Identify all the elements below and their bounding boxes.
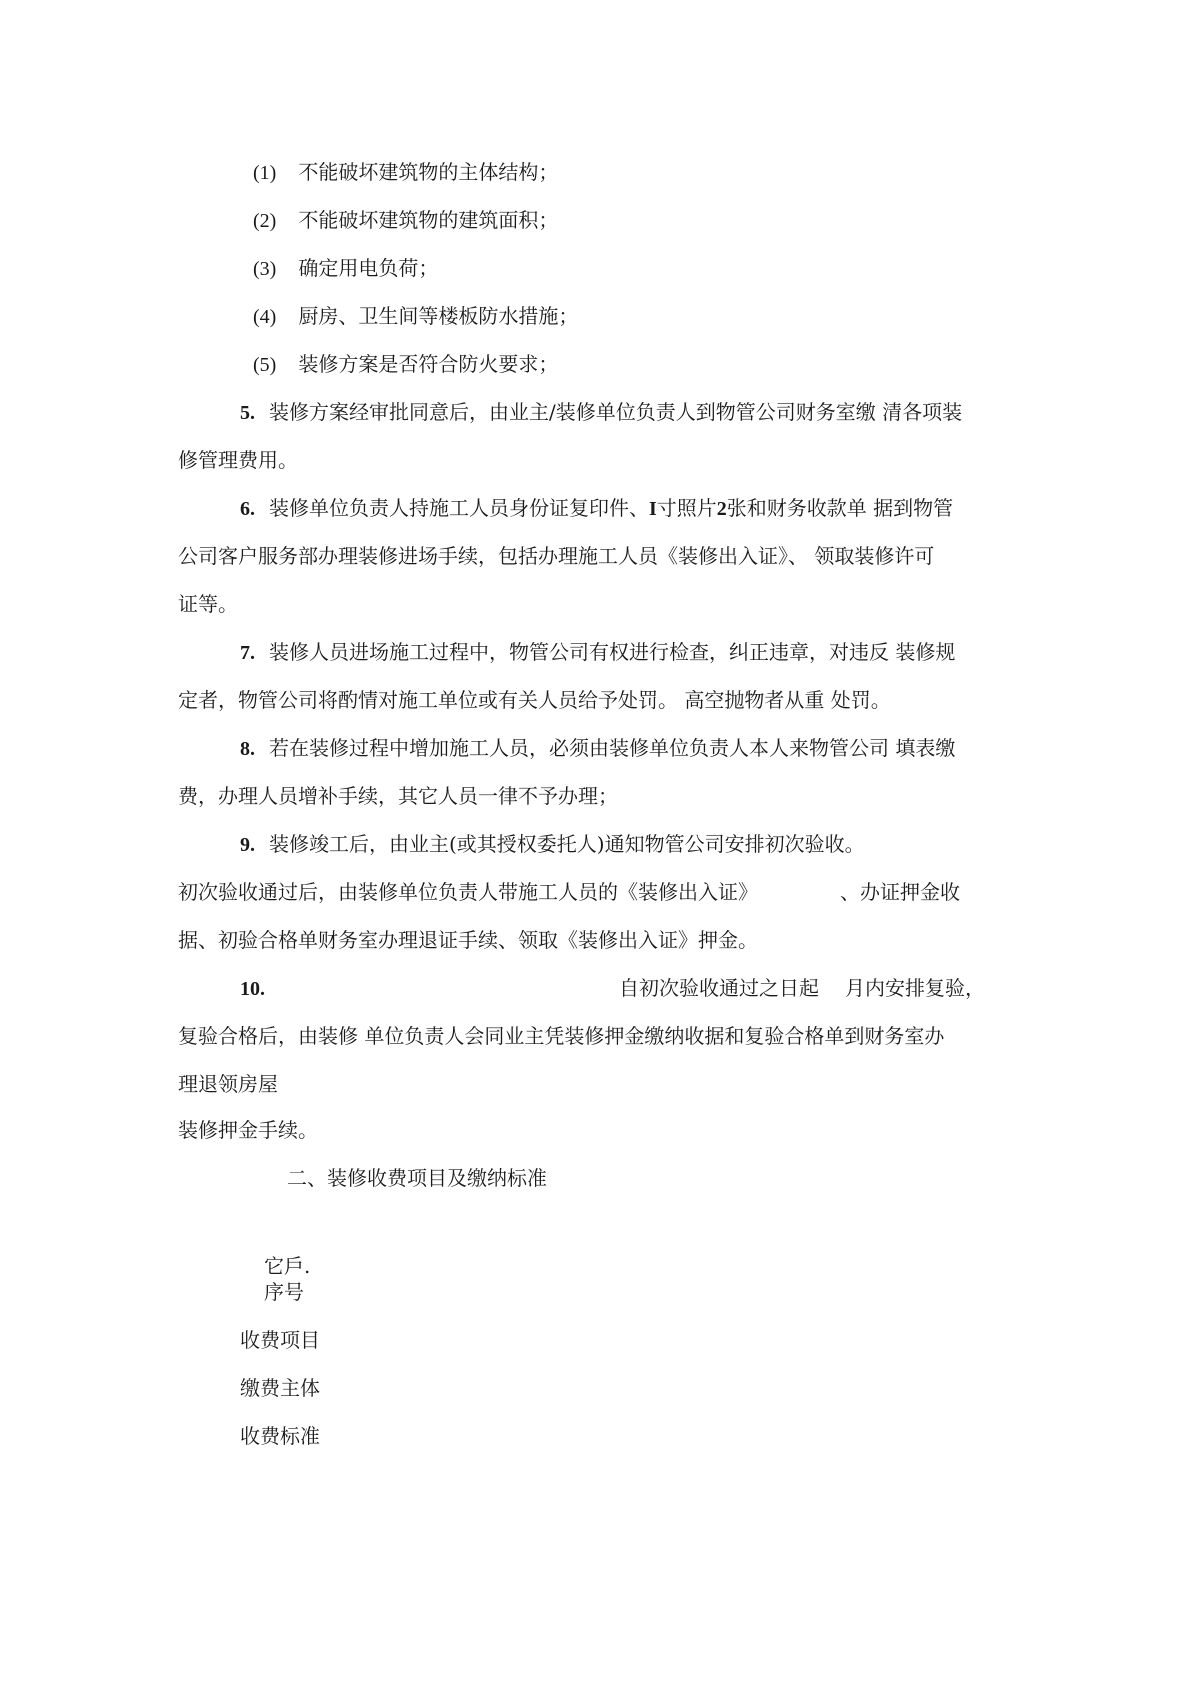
paragraph-10-line-1 [619, 974, 985, 1002]
list-number: (1) [253, 162, 277, 184]
paragraph-text: 装修单位负责人持施工人员身份证复印件、 [269, 496, 649, 520]
paragraph-text: 张和财务收款单 据到物管 [726, 496, 954, 520]
paragraph-number: 7. [240, 642, 255, 664]
paragraph-text: 寸照片 [656, 496, 717, 520]
paragraph-text: 、办证押金收 [840, 880, 960, 904]
list-item-1 [253, 158, 558, 187]
list-number: (5) [253, 354, 277, 376]
paragraph-text: 自初次验收通过之日起 [619, 976, 819, 1000]
paragraph-10-line-4: 装修押金手续。 [178, 1118, 318, 1142]
list-number: (3) [253, 258, 277, 280]
paragraph-5-line-1 [240, 398, 962, 427]
garbled-text: 它戶. [264, 1254, 311, 1278]
paragraph-7-line-1 [240, 638, 955, 667]
paragraph-text: 装修人员进场施工过程中，物管公司有权进行检查，纠正违章，对违反 装修规 [269, 640, 956, 664]
paragraph-text: 若在装修过程中增加施工人员，必须由装修单位负责人本人来物管公司 填表缴 [269, 736, 956, 760]
paragraph-number: 8. [240, 738, 255, 760]
paragraph-10-line-3: 理退领房屋 [178, 1072, 278, 1096]
column-header-seq: 序号 [264, 1280, 304, 1304]
column-header-item: 收费项目 [240, 1328, 320, 1352]
column-header-standard: 收费标准 [240, 1424, 320, 1448]
paragraph-8-line-1 [240, 734, 955, 763]
list-number: (4) [253, 306, 277, 328]
list-text: 厨房、卫生间等楼板防水措施； [298, 304, 579, 328]
bold-digit: I [649, 498, 657, 520]
paragraph-9-line-2 [178, 878, 960, 906]
paragraph-text: 月内安排复验， [845, 976, 985, 1000]
list-text: 不能破坏建筑物的主体结构； [298, 160, 559, 184]
list-item-3 [253, 254, 438, 283]
paragraph-number: 9. [240, 834, 255, 856]
section-heading: 二、装修收费项目及缴纳标准 [287, 1166, 547, 1190]
list-number: (2) [253, 210, 277, 232]
paragraph-text: 装修竣工后，由业主(或其授权委托人)通知物管公司安排初次验收。 [269, 832, 865, 856]
paragraph-8-line-2: 费，办理人员增补手续，其它人员一律不予办理； [178, 784, 618, 808]
paragraph-9-line-1 [240, 830, 865, 859]
paragraph-text: 装修方案经审批同意后，由业主/装修单位负责人到物管公司财务室缴 清各项装 [269, 400, 963, 424]
paragraph-number: 10. [240, 978, 265, 1000]
paragraph-9-line-3: 据、初验合格单财务室办理退证手续、领取《装修出入证》押金。 [178, 928, 758, 952]
paragraph-6-line-3: 证等。 [178, 592, 238, 616]
column-header-payer: 缴费主体 [240, 1376, 320, 1400]
list-item-4 [253, 302, 578, 331]
list-item-5 [253, 350, 558, 379]
list-item-2 [253, 206, 558, 235]
paragraph-7-line-2: 定者，物管公司将酌情对施工单位或有关人员给予处罚。 高空抛物者从重 处罚。 [178, 688, 891, 712]
paragraph-text: 初次验收通过后，由装修单位负责人带施工人员的《装修出入证》 [178, 880, 758, 904]
paragraph-6-line-1 [240, 494, 953, 523]
paragraph-number: 5. [240, 402, 255, 424]
list-text: 装修方案是否符合防火要求； [298, 352, 559, 376]
bold-digit: 2 [716, 498, 727, 520]
list-text: 确定用电负荷； [298, 256, 439, 280]
paragraph-6-line-2: 公司客户服务部办理装修进场手续，包括办理施工人员《装修出入证》、 领取装修许可 [178, 544, 935, 568]
list-text: 不能破坏建筑物的建筑面积； [298, 208, 559, 232]
paragraph-10-line-2: 复验合格后，由装修 单位负责人会同业主凭装修押金缴纳收据和复验合格单到财务室办 [178, 1024, 945, 1048]
paragraph-5-line-2: 修管理费用。 [178, 448, 298, 472]
paragraph-10-number [240, 974, 265, 1003]
paragraph-number: 6. [240, 498, 255, 520]
